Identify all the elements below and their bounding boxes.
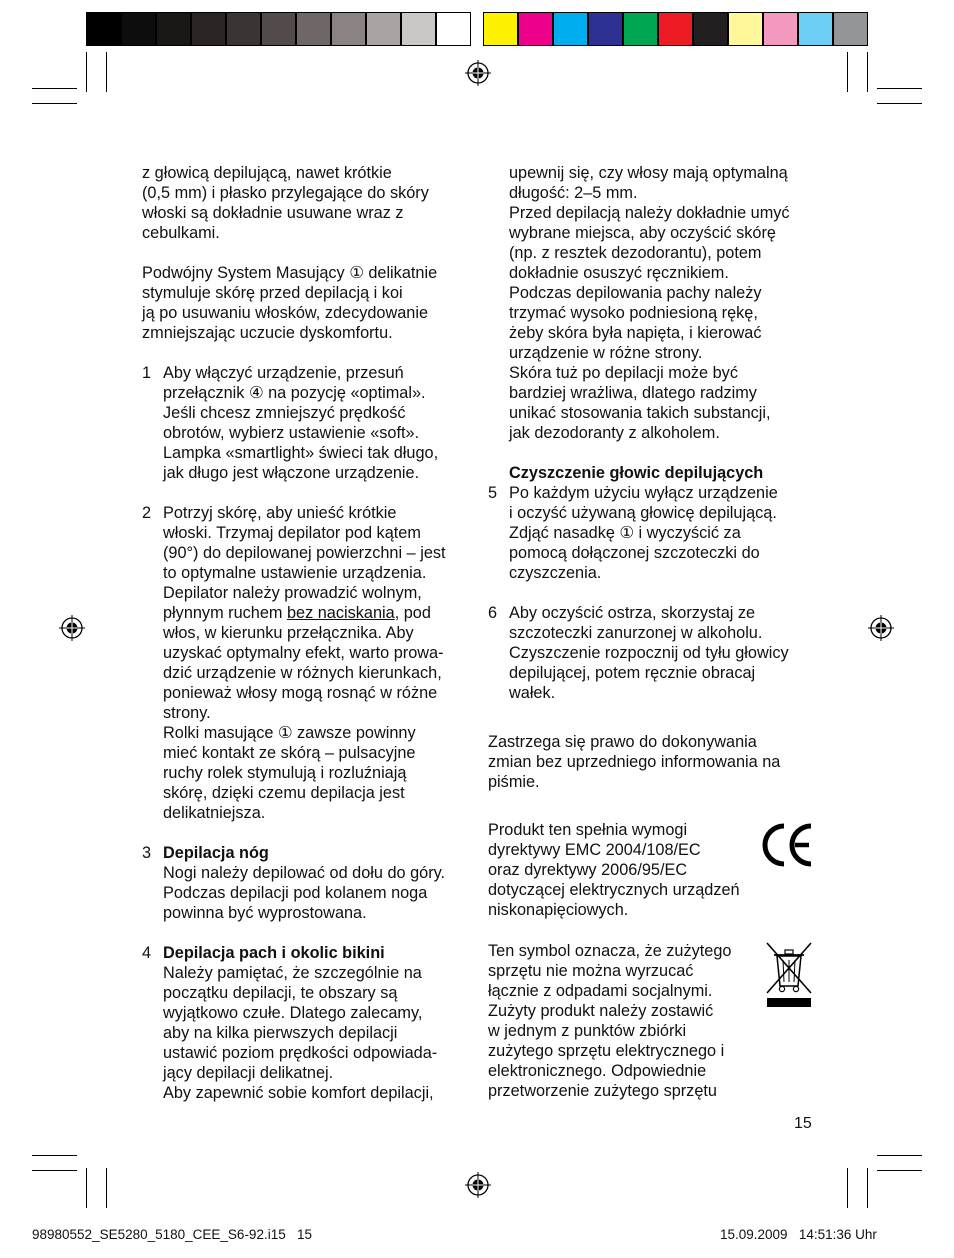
text-fragment: , pod — [394, 604, 431, 622]
text-line: piśmie. — [488, 773, 540, 791]
grayscale-calibration-bar — [86, 12, 471, 46]
step-number: 6 — [488, 604, 498, 622]
color-swatch — [623, 12, 658, 46]
text-line: dzić urządzenie w różnych kierunkach, — [163, 664, 442, 682]
text-line: przełącznik ④ na pozycję «optimal». — [163, 384, 426, 402]
text-line: mieć kontakt ze skórą – pulsacyjne — [163, 744, 416, 762]
text-line: włoski. Trzymaj depilator pod kątem — [163, 524, 421, 542]
step-number: 3 — [142, 844, 152, 862]
text-line: Zastrzega się prawo do dokonywania — [488, 733, 757, 751]
text-line: Ten symbol oznacza, że zużytego — [488, 942, 732, 960]
registration-mark-icon — [59, 615, 85, 641]
text-fragment: płynnym ruchem — [163, 604, 287, 622]
color-swatch — [798, 12, 833, 46]
color-swatch — [156, 12, 191, 46]
text-line: strony. — [163, 704, 211, 722]
crop-mark — [32, 1170, 77, 1171]
crop-mark — [86, 52, 87, 92]
text-line: Zdjąć nasadkę ① i wyczyścić za — [509, 524, 741, 542]
step-number: 5 — [488, 484, 498, 502]
crop-mark — [847, 1168, 848, 1208]
step-2 — [142, 503, 472, 823]
crop-mark — [32, 1155, 77, 1156]
text-line: Czyszczenie rozpocznij od tyłu głowicy — [509, 644, 789, 662]
step-6 — [488, 603, 828, 703]
text-line: Lampka «smartlight» świeci tak długo, — [163, 444, 439, 462]
text-line: długość: 2–5 mm. — [509, 184, 638, 202]
color-swatch — [658, 12, 693, 46]
crop-mark — [877, 1170, 922, 1171]
color-swatch — [191, 12, 226, 46]
text-line: oraz dyrektywy 2006/95/EC — [488, 861, 688, 879]
color-swatch — [296, 12, 331, 46]
crop-mark — [867, 52, 868, 92]
color-swatch — [518, 12, 553, 46]
step-4-continued — [488, 163, 828, 443]
color-swatch — [483, 12, 518, 46]
text-line: jący depilacji delikatnej. — [163, 1064, 334, 1082]
left-column — [142, 163, 472, 1103]
text-line: Aby zapewnić sobie komfort depilacji, — [163, 1084, 434, 1102]
text-line: depilującej, potem ręcznie obracaj — [509, 664, 756, 682]
step-number: 2 — [142, 504, 152, 522]
text-line: niskonapięciowych. — [488, 901, 629, 919]
text-line: Jeśli chcesz zmniejszyć prędkość — [163, 404, 406, 422]
intro-paragraph — [142, 163, 472, 243]
color-calibration-bar — [483, 12, 868, 46]
section-heading: Depilacja pach i okolic bikini — [163, 944, 385, 962]
text-line: dokładnie osuszyć ręcznikiem. — [509, 264, 729, 282]
text-line: unikać stosowania takich substancji, — [509, 404, 771, 422]
text-line: Podwójny System Masujący ① delikatnie — [142, 264, 438, 282]
text-line: Aby włączyć urządzenie, przesuń — [163, 364, 404, 382]
text-line: łącznie z odpadami socjalnymi. — [488, 982, 713, 1000]
text-line: upewnij się, czy włosy mają optymalną — [509, 164, 788, 182]
text-line: szczoteczki zanurzonej w alkoholu. — [509, 624, 763, 642]
text-line: Nogi należy depilować od dołu do góry. — [163, 864, 446, 882]
crop-mark — [877, 88, 922, 89]
crop-mark — [86, 1168, 87, 1208]
text-line: ją po usuwaniu włosków, zdecydowanie — [142, 304, 428, 322]
text-line: to optymalne ustawienie urządzenia. — [163, 564, 427, 582]
weee-crossed-bin-icon — [764, 940, 814, 1010]
text-line: ustawić poziom prędkości odpowiada- — [163, 1044, 438, 1062]
text-line: obrotów, wybierz ustawienie «soft». — [163, 424, 420, 442]
text-line: Potrzyj skórę, aby unieść krótkie — [163, 504, 397, 522]
registration-mark-icon — [465, 60, 491, 86]
disclaimer-paragraph — [488, 732, 828, 792]
text-line: wybrane miejsca, aby oczyścić skórę — [509, 224, 776, 242]
text-line: Po każdym użyciu wyłącz urządzenie — [509, 484, 778, 502]
ce-mark-icon — [762, 822, 814, 868]
text-line: włoski są dokładnie usuwane wraz z — [142, 204, 404, 222]
text-line: dyrektywy EMC 2004/108/EC — [488, 841, 701, 859]
text-line: skórę, dzięki czemu depilacja jest — [163, 784, 405, 802]
text-line: wyjątkowo czułe. Dlatego zalecamy, — [163, 1004, 423, 1022]
text-line: zmniejszając uczucie dyskomfortu. — [142, 324, 393, 342]
text-line: ruchy rolek stymulują i rozluźniają — [163, 764, 407, 782]
text-line: aby na kilka pierwszych depilacji — [163, 1024, 398, 1042]
color-swatch — [553, 12, 588, 46]
page-number: 15 — [794, 1115, 812, 1132]
text-line: Rolki masujące ① zawsze powinny — [163, 724, 416, 742]
color-swatch — [693, 12, 728, 46]
text-line: elektronicznego. Odpowiednie — [488, 1062, 707, 1080]
text-line: żeby skóra była napięta, i kierować — [509, 324, 762, 342]
color-swatch — [588, 12, 623, 46]
text-line: delikatniejsza. — [163, 804, 266, 822]
step-1 — [142, 363, 472, 483]
text-line: włos, w kierunku przełącznika. Aby — [163, 624, 414, 642]
color-swatch — [366, 12, 401, 46]
text-line: Przed depilacją należy dokładnie umyć — [509, 204, 790, 222]
text-line: i oczyść używaną głowicę depilującą. — [509, 504, 777, 522]
section-heading: Czyszczenie głowic depilujących — [509, 464, 764, 482]
text-line: bardziej wrażliwa, dlatego radzimy — [509, 384, 757, 402]
text-line: (np. z resztek dezodorantu), potem — [509, 244, 762, 262]
text-line: uzyskać optymalny efekt, warto prowa- — [163, 644, 444, 662]
text-line: trzymać wysoko podniesioną rękę, — [509, 304, 758, 322]
text-line: (90°) do depilowanej powierzchni – jest — [163, 544, 446, 562]
text-line: przetworzenie zużytego sprzętu — [488, 1082, 717, 1100]
text-line: jak długo jest włączone urządzenie. — [163, 464, 420, 482]
text-line: Aby oczyścić ostrza, skorzystaj ze — [509, 604, 756, 622]
text-line: początku depilacji, te obszary są — [163, 984, 398, 1002]
footer-file-info: 98980552_SE5280_5180_CEE_S6-92.i15 15 — [32, 1227, 312, 1242]
text-line: Podczas depilacji pod kolanem noga — [163, 884, 428, 902]
text-line: z głowicą depilującą, nawet krótkie — [142, 164, 392, 182]
section-heading: Depilacja nóg — [163, 844, 269, 862]
text-line: Depilator należy prowadzić wolnym, — [163, 584, 422, 602]
text-line: powinna być wyprostowana. — [163, 904, 367, 922]
crop-mark — [32, 88, 77, 89]
text-line: Podczas depilowania pachy należy — [509, 284, 762, 302]
color-swatch — [331, 12, 366, 46]
text-line: stymuluje skórę przed depilacją i koi — [142, 284, 403, 302]
crop-mark — [847, 52, 848, 92]
massage-system-paragraph — [142, 263, 472, 343]
crop-mark — [867, 1168, 868, 1208]
text-line: pomocą dołączonej szczoteczki do — [509, 544, 760, 562]
crop-mark — [32, 103, 77, 104]
text-line: zużytego sprzętu elektrycznego i — [488, 1042, 725, 1060]
ce-conformity-paragraph — [488, 820, 768, 920]
text-line: jak dezodoranty z alkoholem. — [509, 424, 720, 442]
color-swatch — [763, 12, 798, 46]
text-line — [163, 603, 472, 623]
registration-mark-icon — [868, 615, 894, 641]
text-line: (0,5 mm) i płasko przylegające do skóry — [142, 184, 429, 202]
registration-mark-icon — [465, 1172, 491, 1198]
text-line: w jednym z punktów zbiórki — [488, 1022, 687, 1040]
color-swatch — [226, 12, 261, 46]
weee-paragraph — [488, 941, 768, 1101]
color-swatch — [436, 12, 471, 46]
color-swatch — [833, 12, 868, 46]
underlined-emphasis: bez naciskania — [286, 604, 395, 622]
color-swatch — [121, 12, 156, 46]
text-line: ponieważ włosy mogą rosnąć w różne — [163, 684, 438, 702]
step-number: 4 — [142, 944, 152, 962]
cleaning-section — [488, 463, 828, 483]
text-line: wałek. — [509, 684, 556, 702]
text-line: urządzenie w różne strony. — [509, 344, 703, 362]
step-4 — [142, 943, 472, 1103]
color-swatch — [401, 12, 436, 46]
text-line: cebulkami. — [142, 224, 220, 242]
step-number: 1 — [142, 364, 152, 382]
text-line: czyszczenia. — [509, 564, 602, 582]
text-line: Produkt ten spełnia wymogi — [488, 821, 688, 839]
crop-mark — [877, 103, 922, 104]
color-swatch — [261, 12, 296, 46]
color-swatch — [86, 12, 121, 46]
crop-mark — [106, 52, 107, 92]
text-line: Należy pamiętać, że szczególnie na — [163, 964, 422, 982]
crop-mark — [877, 1155, 922, 1156]
text-line: dotyczącej elektrycznych urządzeń — [488, 881, 740, 899]
step-5 — [488, 483, 828, 583]
right-column-top — [488, 163, 828, 703]
crop-mark — [106, 1168, 107, 1208]
step-3 — [142, 843, 472, 923]
text-line: zmian bez uprzedniego informowania na — [488, 753, 781, 771]
footer-timestamp: 15.09.2009 14:51:36 Uhr — [720, 1227, 877, 1242]
text-line: Skóra tuż po depilacji może być — [509, 364, 738, 382]
text-line: Zużyty produkt należy zostawić — [488, 1002, 714, 1020]
color-swatch — [728, 12, 763, 46]
text-line: sprzętu nie można wyrzucać — [488, 962, 694, 980]
